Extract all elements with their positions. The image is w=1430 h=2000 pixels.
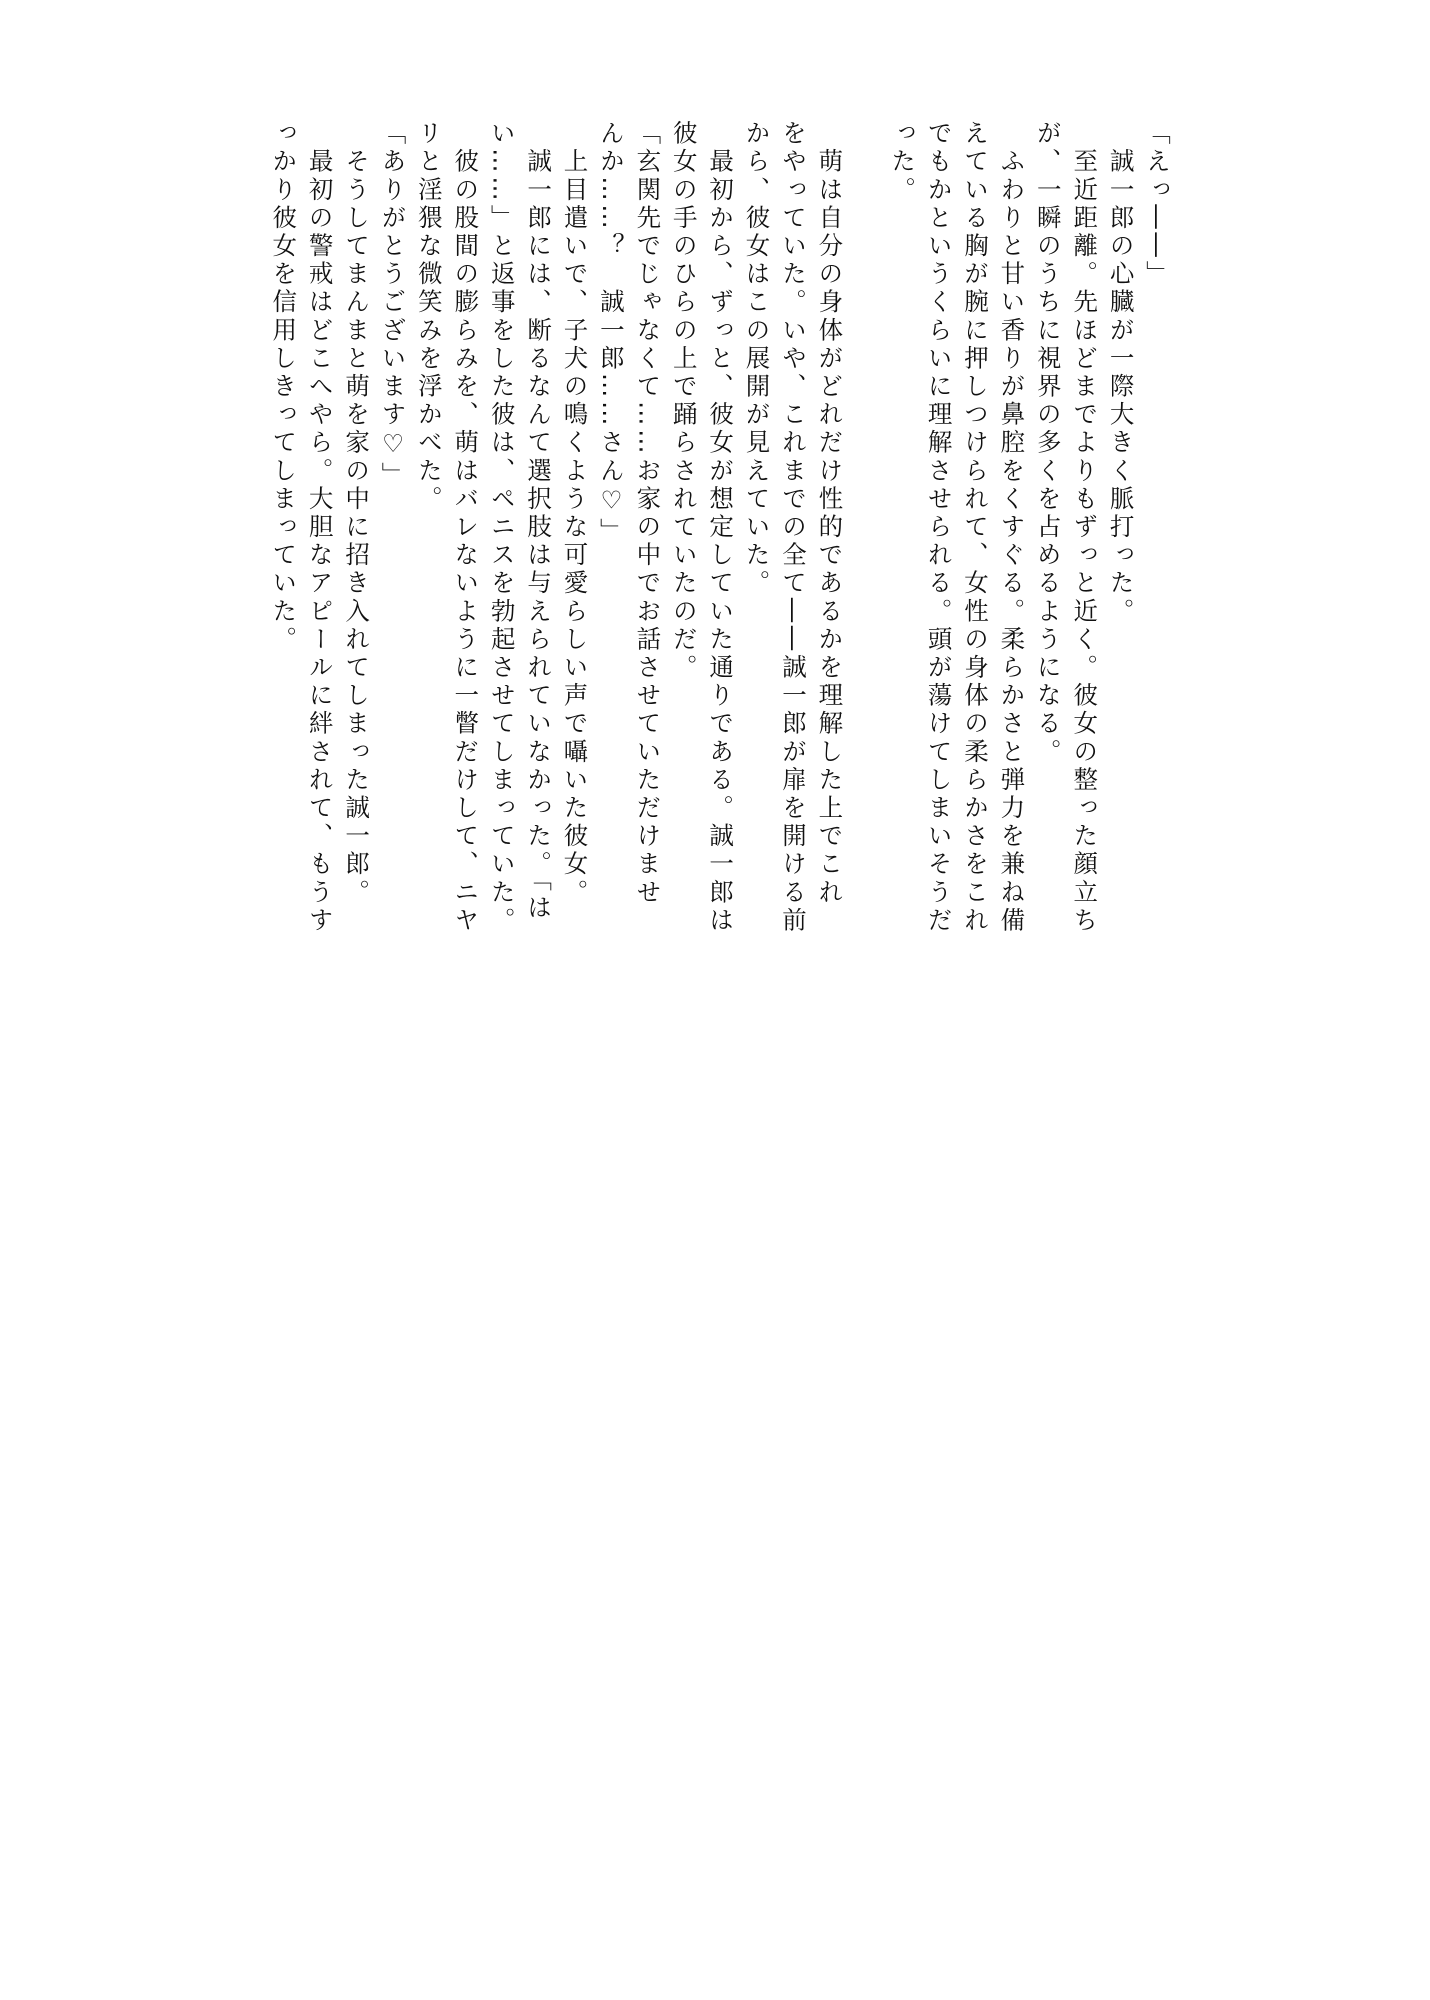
text-line: 最初から、ずっと、彼女が想定していた通りである。誠一郎は [706,120,736,935]
text-line: をやっていた。いや、これまでの全て――誠一郎が扉を開ける前 [778,120,808,935]
text-line: が、一瞬のうちに視界の多くを占めるようになる。 [1033,120,1063,767]
text-line: 誠一郎の心臓が一際大きく脈打った。 [1106,120,1136,626]
text-line: でもかというくらいに理解させられる。頭が蕩けてしまいそうだ [924,120,954,935]
text-line: えている胸が腕に押しつけられて、女性の身体の柔らかさをこれ [960,120,990,935]
text-line: から、彼女はこの展開が見えていた。 [742,120,772,598]
text-line: 「えっ――」 [1143,120,1172,289]
text-line: ふわりと甘い香りが鼻腔をくすぐる。柔らかさと弾力を兼ね備 [997,120,1027,935]
text-line: 誠一郎には、断るなんて選択肢は与えられていなかった。「は [524,120,554,923]
text-line: 彼女の手のひらの上で踊らされていたのだ。 [669,120,699,682]
blank-line [847,120,883,900]
text-line: 萌は自分の身体がどれだけ性的であるかを理解した上でこれ [815,120,845,907]
text-line: リと淫猥な微笑みを浮かべた。 [414,120,444,514]
text-line: 最初の警戒はどこへやら。大胆なアピールに絆されて、もうす [305,120,335,935]
text-line: 上目遣いで、子犬の鳴くような可愛らしい声で囁いた彼女。 [560,120,590,907]
text-line: い……」と返事をした彼は、ペニスを勃起させてしまっていた。 [487,120,517,935]
vertical-text-block [265,120,1175,935]
text-line: 至近距離。先ほどまでよりもずっと近く。彼女の整った顔立ち [1070,120,1100,935]
text-line: った。 [888,120,918,205]
text-line: 「玄関先でじゃなくて……お家の中でお話させていただけませ [633,120,663,907]
text-line: 彼の股間の膨らみを、萌はバレないように一瞥だけして、ニヤ [451,120,481,935]
text-line: んか……？ 誠一郎……さん♡」 [596,120,626,546]
text-line: そうしてまんまと萌を家の中に招き入れてしまった誠一郎。 [342,120,372,907]
text-line: っかり彼女を信用しきってしまっていた。 [269,120,299,654]
text-line: 「ありがとうございます♡」 [378,120,408,490]
